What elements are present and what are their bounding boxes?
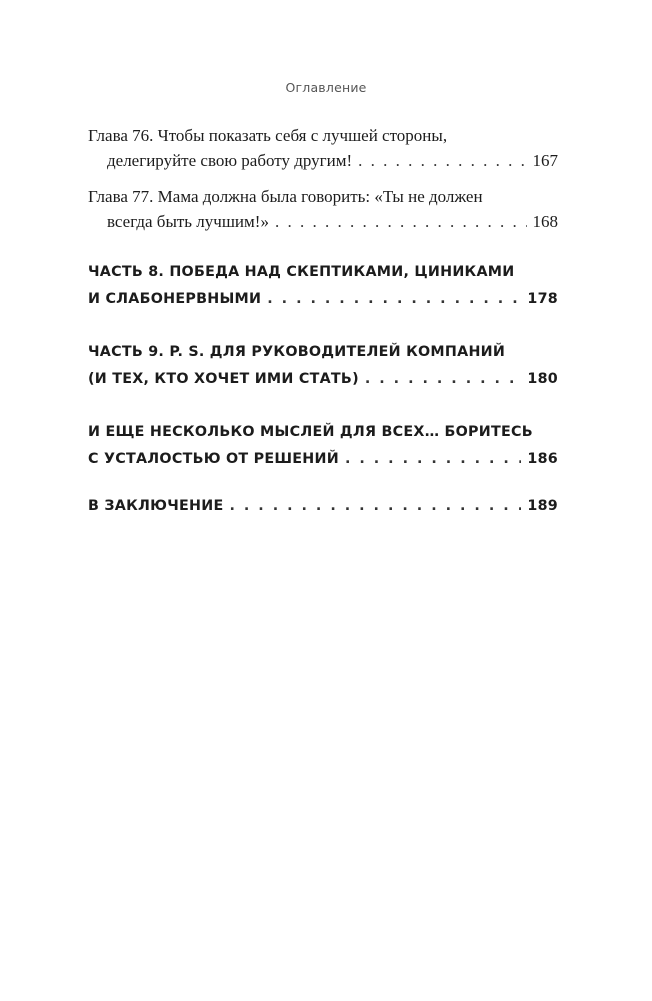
- toc-entry-part-8[interactable]: [88, 259, 558, 313]
- toc-entry-title: ЧАСТЬ 9. P. S. ДЛЯ РУКОВОДИТЕЛЕЙ КОМПАНИЙ: [88, 344, 506, 360]
- toc-page-number: 189: [527, 498, 558, 514]
- toc-entry-title: И ЕЩЕ НЕСКОЛЬКО МЫСЛЕЙ ДЛЯ ВСЕХ… БОРИТЕСЬ: [88, 424, 533, 440]
- toc-entry-title-continued: С УСТАЛОСТЬЮ ОТ РЕШЕНИЙ: [88, 451, 339, 467]
- toc-page-number: 178: [527, 291, 558, 307]
- dot-leader: [345, 446, 521, 473]
- running-head: Оглавление: [285, 80, 367, 95]
- toc-entry-chapter-77[interactable]: [88, 184, 558, 234]
- toc-page-number: 168: [532, 212, 558, 231]
- toc-entry-more-thoughts[interactable]: [88, 419, 558, 473]
- toc-entry-title: В ЗАКЛЮЧЕНИЕ: [88, 498, 224, 514]
- toc-entry-conclusion[interactable]: [88, 493, 558, 520]
- dot-leader: [229, 493, 521, 520]
- dot-leader: [358, 148, 526, 173]
- toc-entry-title: Глава 77. Мама должна была говорить: «Ты не должен: [88, 187, 483, 206]
- toc-page-number: 167: [532, 151, 558, 170]
- toc-page-number: 186: [527, 451, 558, 467]
- toc-entry-title-continued: всегда быть лучшим!»: [107, 212, 269, 231]
- dot-leader: [267, 286, 521, 313]
- toc-entry-part-9[interactable]: [88, 339, 558, 393]
- toc-entry-title-continued: делегируйте свою работу другим!: [107, 151, 353, 170]
- toc-entry-chapter-76[interactable]: [88, 123, 558, 173]
- dot-leader: [275, 209, 527, 234]
- toc-entry-title-continued: (И ТЕХ, КТО ХОЧЕТ ИМИ СТАТЬ): [88, 371, 359, 387]
- dot-leader: [365, 366, 522, 393]
- toc-entry-title: ЧАСТЬ 8. ПОБЕДА НАД СКЕПТИКАМИ, ЦИНИКАМИ: [88, 264, 515, 280]
- toc-page-number: 180: [527, 371, 558, 387]
- toc-entry-title-continued: И СЛАБОНЕРВНЫМИ: [88, 291, 262, 307]
- toc-entry-title: Глава 76. Чтобы показать себя с лучшей стороны,: [88, 126, 448, 145]
